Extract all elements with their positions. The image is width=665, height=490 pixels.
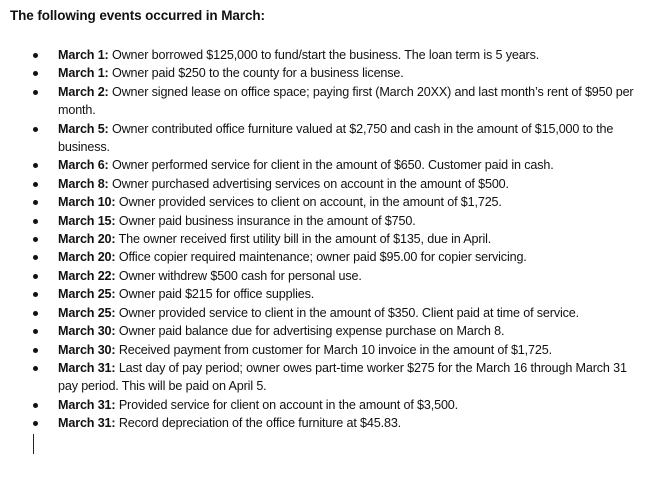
event-date: March 20: [58,232,116,247]
bullet-icon [33,403,38,408]
bullet-icon [33,255,38,260]
event-item [0,396,665,414]
event-description: The owner received first utility bill in the amount of $135, due in April. [118,232,492,247]
text-cursor[interactable] [33,434,34,454]
event-item [0,341,665,359]
event-description: Last day of pay period; owner owes part-time worker $275 for the March 16 through March 31 pay period. This will be paid on April 5. [58,360,627,394]
event-date: March 25: [58,305,116,320]
event-item [0,156,665,174]
event-date: March 2: [58,84,109,99]
bullet-icon [33,163,38,168]
event-date: March 31: [58,416,116,431]
event-description: Owner withdrew $500 cash for personal use. [118,268,362,283]
bullet-icon [33,200,38,205]
event-description: Received payment from customer for March 10 invoice in the amount of $1,725. [118,342,552,357]
event-description: Owner contributed office furniture valued at $2,750 and cash in the amount of $15,000 to the business. [58,121,614,155]
bullet-icon [33,90,38,95]
event-item [0,83,665,120]
event-date: March 25: [58,287,116,302]
event-item [0,322,665,340]
event-date: March 15: [58,213,116,228]
event-item [0,285,665,303]
event-item [0,64,665,82]
event-description: Office copier required maintenance; owner paid $95.00 for copier servicing. [118,250,527,265]
event-item [0,248,665,266]
bullet-icon [33,127,38,132]
event-date: March 6: [58,158,109,173]
event-item [0,212,665,230]
bullet-icon [33,292,38,297]
event-description: Owner paid balance due for advertising expense purchase on March 8. [118,324,505,339]
event-description: Owner paid $215 for office supplies. [118,287,315,302]
bullet-icon [33,274,38,279]
event-date: March 10: [58,195,116,210]
event-date: March 30: [58,342,116,357]
event-date: March 31: [58,360,116,375]
event-date: March 30: [58,324,116,339]
event-description: Provided service for client on account in the amount of $3,500. [118,397,458,412]
bullet-icon [33,311,38,316]
event-date: March 31: [58,397,116,412]
bullet-icon [33,329,38,334]
event-date: March 1: [58,48,109,62]
bullet-icon [33,421,38,426]
event-description: Owner borrowed $125,000 to fund/start the business. The loan term is 5 years. [111,48,540,62]
event-description: Owner paid business insurance in the amount of $750. [118,213,416,228]
event-description: Record depreciation of the office furniture at $45.83. [118,416,402,431]
bullet-icon [33,348,38,353]
event-description: Owner purchased advertising services on account in the amount of $500. [111,176,509,191]
event-item [0,414,665,432]
bullet-icon [33,71,38,76]
event-date: March 5: [58,121,109,136]
bullet-icon [33,53,38,58]
event-description: Owner provided service to client in the amount of $350. Client paid at time of service. [118,305,579,320]
bullet-icon [33,237,38,242]
event-item [0,175,665,193]
event-list [0,46,665,433]
event-item [0,193,665,211]
event-item [0,267,665,285]
event-description: Owner performed service for client in the amount of $650. Customer paid in cash. [111,158,554,173]
document-heading: The following events occurred in March: [10,8,265,23]
bullet-icon [33,366,38,371]
event-date: March 8: [58,176,109,191]
event-item [0,46,665,64]
event-description: Owner paid $250 to the county for a business license. [111,66,404,81]
event-item [0,359,665,396]
bullet-icon [33,219,38,224]
event-item [0,304,665,322]
event-date: March 22: [58,268,116,283]
event-description: Owner provided services to client on account, in the amount of $1,725. [118,195,502,210]
event-date: March 20: [58,250,116,265]
event-description: Owner signed lease on office space; paying first (March 20XX) and last month’s rent of $950 per month. [58,84,634,118]
event-item [0,120,665,157]
event-item [0,230,665,248]
event-date: March 1: [58,66,109,81]
bullet-icon [33,182,38,187]
